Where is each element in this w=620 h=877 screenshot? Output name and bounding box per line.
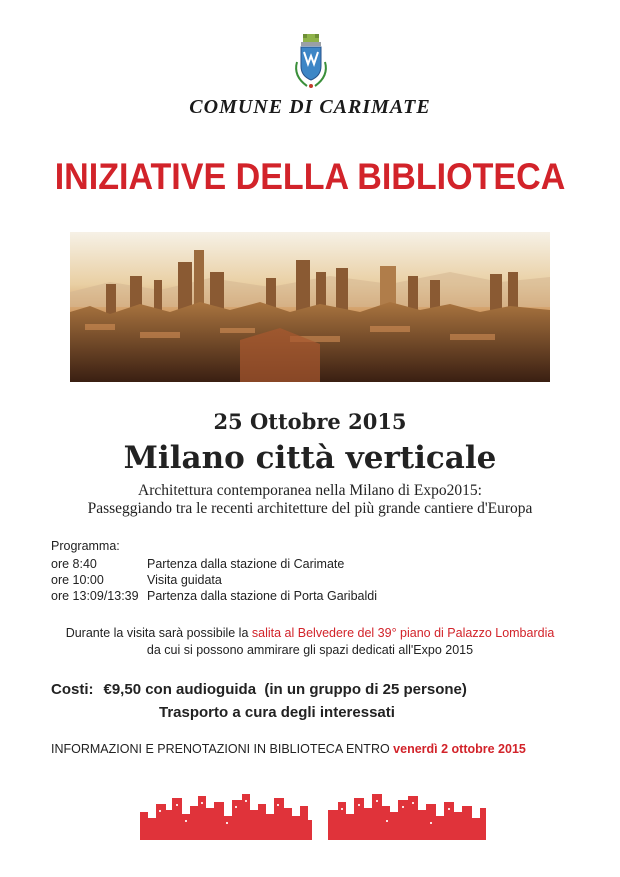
programme-time: ore 8:40: [51, 557, 97, 571]
page-headline: INIZIATIVE DELLA BIBLIOTECA: [54, 156, 566, 197]
transport-note: Trasporto a cura degli interessati: [159, 704, 395, 721]
programme-time: ore 10:00: [51, 573, 104, 587]
costs-line: [51, 681, 467, 698]
programme-description: Partenza dalla stazione di Carimate: [147, 557, 345, 571]
visit-note-line-1: [0, 626, 620, 640]
visit-note-line-2: da cui si possono ammirare gli spazi dedicati all'Expo 2015: [146, 643, 474, 657]
costs-label: Costi:: [51, 681, 94, 698]
costs-text: €9,50 con audioguida (in un gruppo di 25 persone): [103, 681, 467, 698]
programme-heading: Programma:: [51, 539, 120, 553]
municipal-coat-of-arms-icon: [291, 32, 331, 92]
booking-info: [51, 742, 526, 756]
event-subtitle-line-2: Passeggiando tra le recenti architetture del più grande cantiere d'Europa: [87, 500, 533, 517]
programme-description: Visita guidata: [147, 573, 222, 587]
booking-info-text: INFORMAZIONI E PRENOTAZIONI IN BIBLIOTECA ENTRO: [51, 742, 394, 756]
booking-deadline: venerdì 2 ottobre 2015: [393, 742, 526, 756]
red-city-skyline-icon: [140, 790, 312, 840]
event-subtitle-line-1: Architettura contemporanea nella Milano di Expo2015:: [138, 482, 482, 499]
belvedere-highlight: salita al Belvedere del 39° piano di Palazzo Lombardia: [251, 626, 555, 640]
red-city-skyline-icon: [328, 790, 486, 840]
visit-note-text: Durante la visita sarà possibile la: [65, 626, 252, 640]
milan-skyline-photo: [70, 232, 550, 382]
municipality-name: COMUNE DI CARIMATE: [189, 96, 431, 118]
programme-description: Partenza dalla stazione di Porta Garibaldi: [147, 589, 377, 603]
programme-time: ore 13:09/13:39: [51, 589, 139, 603]
event-date: 25 Ottobre 2015: [213, 409, 407, 434]
event-title: Milano città verticale: [123, 440, 497, 476]
